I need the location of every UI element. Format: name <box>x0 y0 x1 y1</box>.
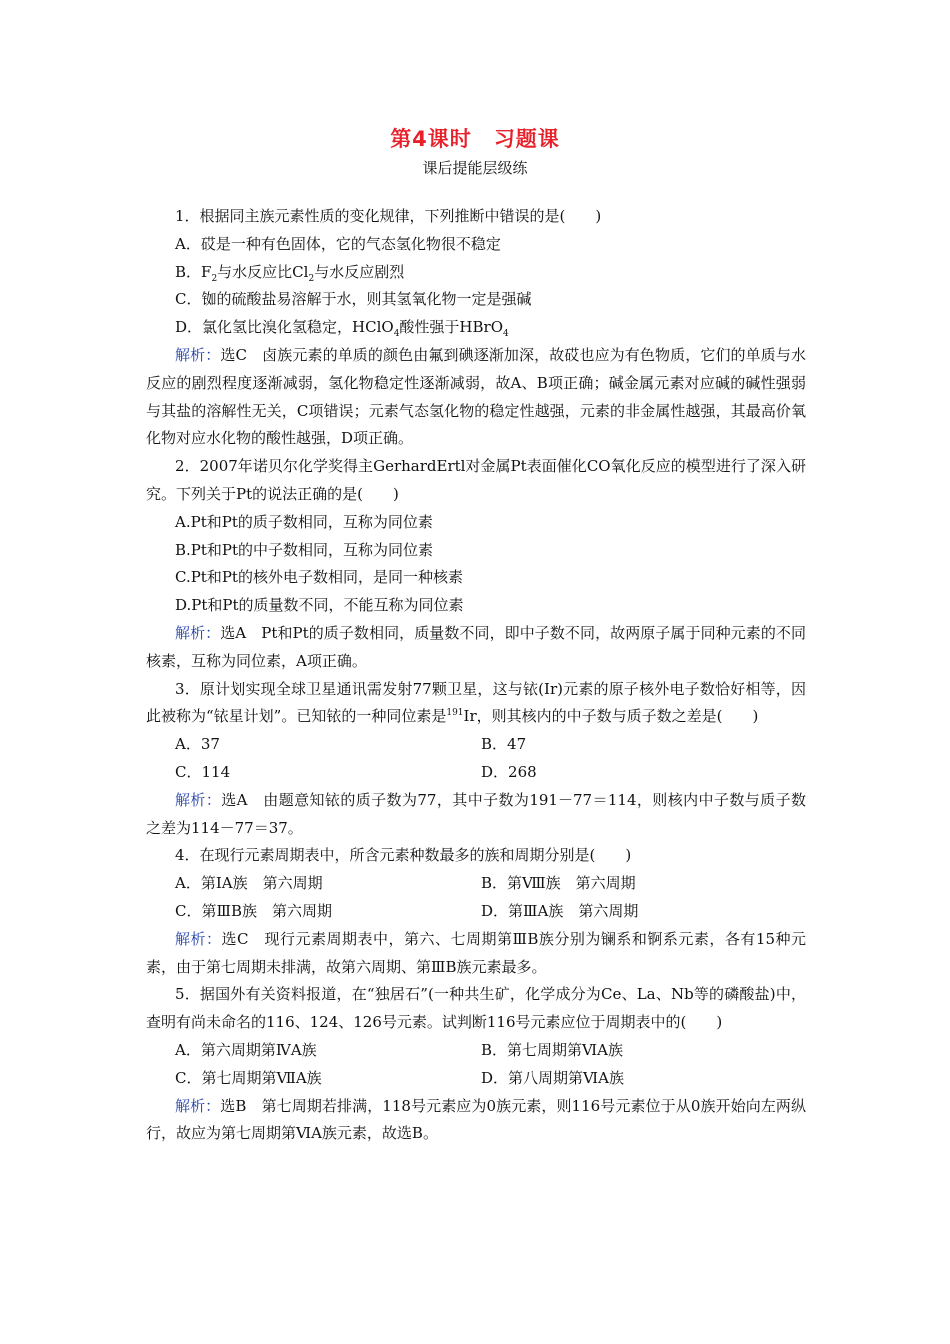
q1-option-b: B．$F_2$与水反应比$Cl_2$与水反应剧烈 <box>175 262 405 284</box>
analysis-label: 解析： <box>175 790 222 809</box>
q1-option-a: A．砹是一种有色固体，它的气态氢化物很不稳定 <box>175 234 501 253</box>
q2-option-d: D.Pt和Pt的质量数不同，不能互称为同位素 <box>175 596 464 615</box>
q4-options-row-1 <box>146 870 806 898</box>
q3-options-row-1 <box>146 731 806 759</box>
q3-option-d: D．268 <box>481 762 537 781</box>
q5-analysis: 解析：选B 第七周期若排满，118号元素应为0族元素，则116号元素位于从0族开始向左两纵行，故应为第七周期第ⅥA族元素，故选B。 <box>146 1096 806 1143</box>
analysis-label: 解析： <box>175 623 221 642</box>
q4-option-d: D．第ⅢA族 第六周期 <box>481 901 639 920</box>
q3-option-b: B．47 <box>481 735 527 754</box>
analysis-label: 解析： <box>175 929 222 948</box>
q2-option-a: A.Pt和Pt的质子数相同，互称为同位素 <box>175 512 433 531</box>
q1-option-d: D．氯化氢比溴化氢稳定，HClO$_4$酸性强于HBrO$_4$ <box>175 318 509 340</box>
q4-options-row-2 <box>146 898 806 926</box>
q4-option-c: C．第ⅢB族 第六周期 <box>175 901 332 920</box>
lesson-type: 习题课 <box>493 127 560 151</box>
page-title <box>0 123 950 153</box>
exercise-content <box>146 203 806 1148</box>
q4-option-a: A．第ⅠA族 第六周期 <box>175 874 323 893</box>
q4-option-b: B．第Ⅷ族 第六周期 <box>481 874 636 893</box>
q5-option-b: B．第七周期第ⅥA族 <box>481 1040 623 1059</box>
question-5-stem: 5．据国外有关资料报道，在“独居石”(一种共生矿，化学成分为Ce、La、Nb等的磷酸盐)中，查明有尚未命名的116、124、126号元素。试判断116号元素应位于周期表中的( ) <box>146 985 806 1032</box>
question-2-stem: 2．2007年诺贝尔化学奖得主GerhardErtl对金属Pt表面催化CO氧化反应的模型进行了深入研究。下列关于Pt的说法正确的是( ) <box>146 457 806 503</box>
q3-option-c: C．114 <box>175 762 231 781</box>
question-3-stem: 3．原计划实现全球卫星通讯需发射77颗卫星，这与铱(Ir)元素的原子核外电子数恰好相等，因此被称为“铱星计划”。已知铱的一种同位素是$^{191}$Ir，则其核内的中子数与质子数之差是( ) <box>146 679 806 726</box>
q2-option-b: B.Pt和Pt的中子数相同，互称为同位素 <box>175 540 434 559</box>
lesson-number: 第4课时 <box>390 127 472 151</box>
q3-analysis: 解析：选A 由题意知铱的质子数为77，其中子数为191－77＝114，则核内中子数与质子数之差为114－77＝37。 <box>146 790 806 837</box>
q4-analysis: 解析：选C 现行元素周期表中，第六、七周期第ⅢB族分别为镧系和锕系元素，各有15种元素，由于第七周期未排满，故第六周期、第ⅢB族元素最多。 <box>146 929 806 976</box>
q3-options-row-2 <box>146 759 806 787</box>
page-subtitle: 课后提能层级练 <box>422 159 528 177</box>
analysis-label: 解析： <box>175 345 221 364</box>
q5-option-d: D．第八周期第ⅥA族 <box>481 1068 624 1087</box>
q3-option-a: A．37 <box>175 735 220 754</box>
q5-options-row-2 <box>146 1065 806 1093</box>
q5-option-a: A．第六周期第ⅣA族 <box>175 1040 317 1059</box>
q5-options-row-1 <box>146 1037 806 1065</box>
question-1-stem: 1．根据同主族元素性质的变化规律，下列推断中错误的是( ) <box>175 207 602 225</box>
q2-option-c: C.Pt和Pt的核外电子数相同，是同一种核素 <box>175 568 463 587</box>
q1-analysis: 解析：选C 卤族元素的单质的颜色由氟到碘逐渐加深，故砹也应为有色物质，它们的单质与水反应的剧烈程度逐渐减弱，氢化物稳定性逐渐减弱，故A、B项正确；碱金属元素对应碱的碱性强弱与其盐的溶解性无关，C项错误；元素气态氢化物的稳定性越强，元素的非金属性越强，其最高价氧化物对应水化物的酸性越强，D项正确。 <box>146 345 806 448</box>
q2-analysis: 解析：选A Pt和Pt的质子数相同，质量数不同，即中子数不同，故两原子属于同种元素的不同核素，互称为同位素，A项正确。 <box>146 623 806 670</box>
analysis-label: 解析： <box>175 1096 221 1115</box>
question-4-stem: 4．在现行元素周期表中，所含元素种数最多的族和周期分别是( ) <box>175 846 632 865</box>
q5-option-c: C．第七周期第ⅦA族 <box>175 1068 322 1087</box>
q1-option-c: C．铷的硫酸盐易溶解于水，则其氢氧化物一定是强碱 <box>175 290 532 309</box>
